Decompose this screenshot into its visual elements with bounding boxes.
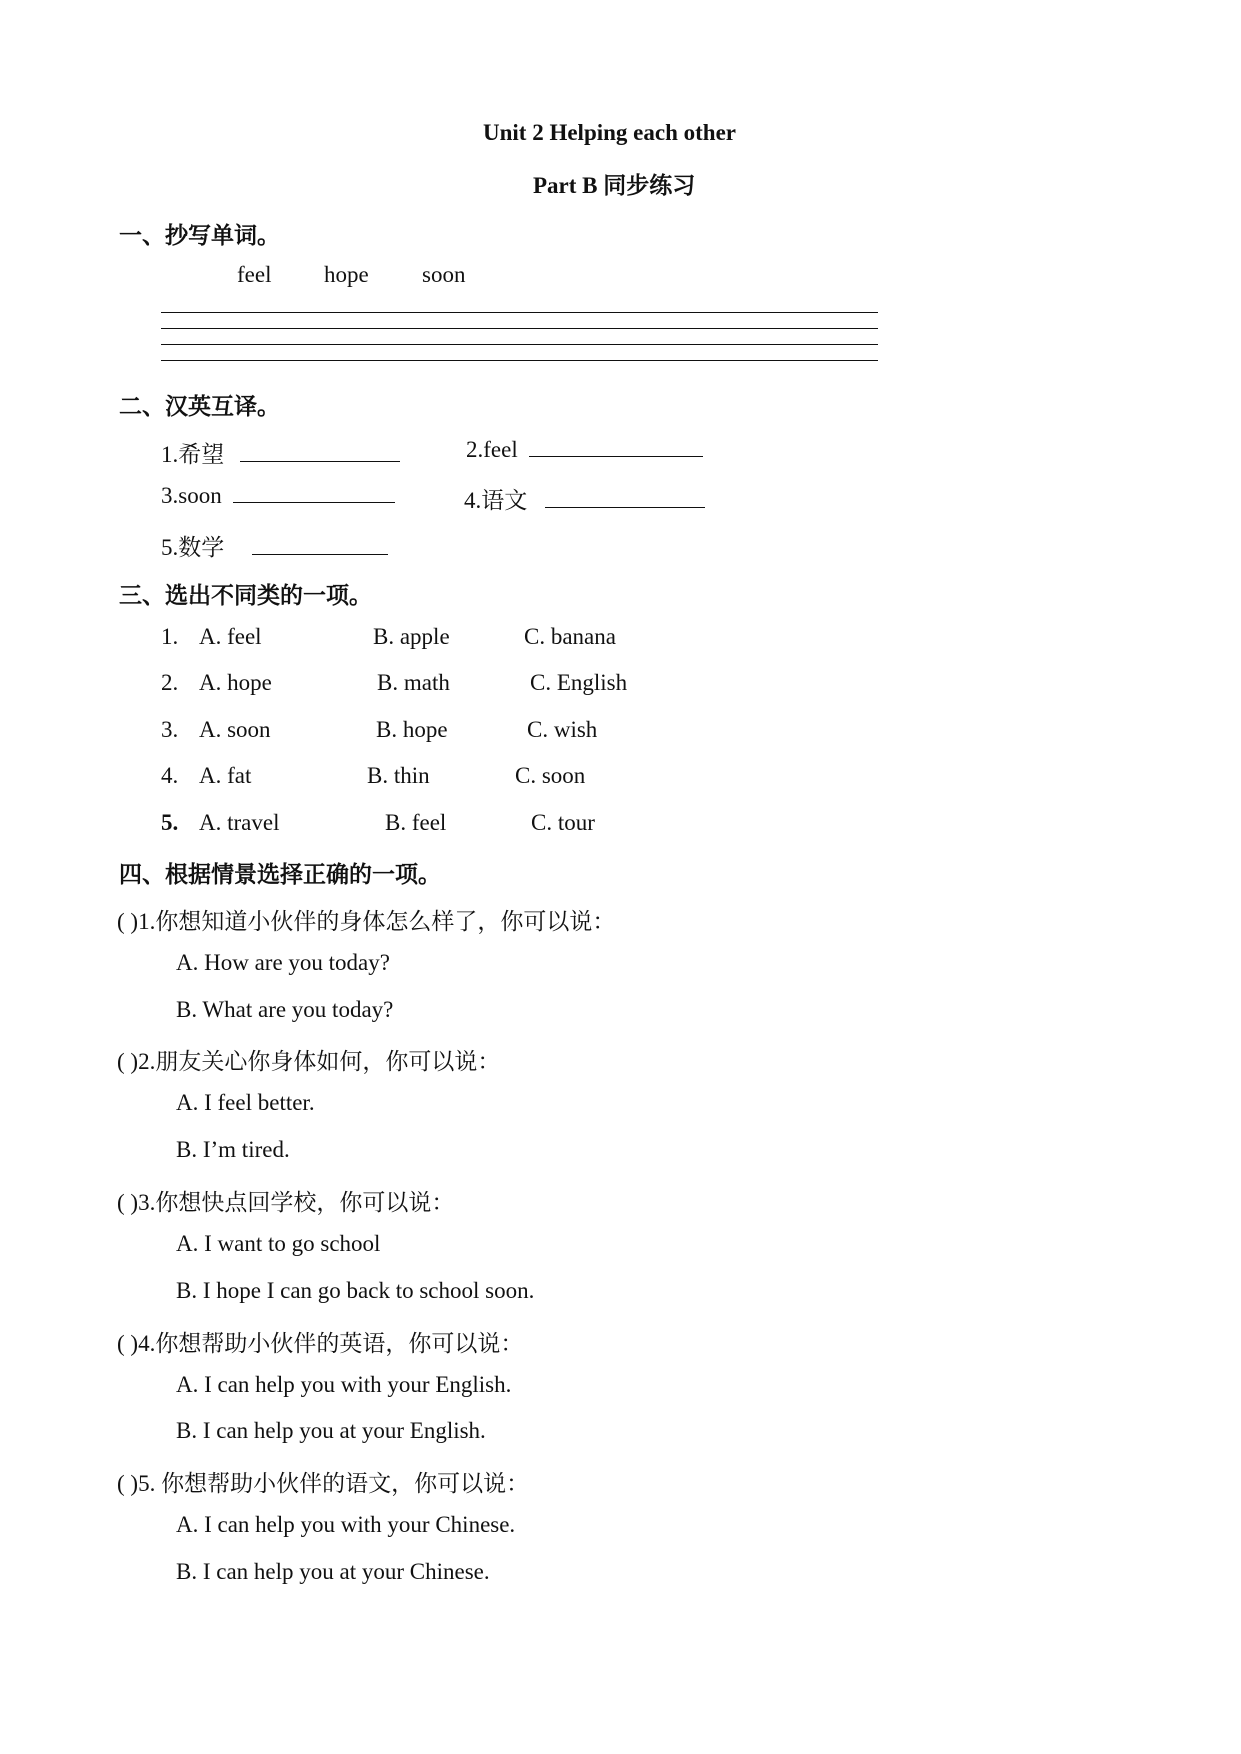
situation-option-b[interactable]: B. I hope I can go back to school soon. (176, 1278, 535, 1303)
odd-one-option-c[interactable]: C. tour (531, 810, 595, 835)
section3-heading: 三、选出不同类的一项。 (119, 583, 372, 608)
translate-item-label: 1.希望 (161, 442, 225, 467)
situation-option-b[interactable]: B. I can help you at your English. (176, 1418, 486, 1443)
odd-one-option-b[interactable]: B. feel (385, 810, 447, 835)
situation-option-a[interactable]: A. I can help you with your English. (176, 1372, 512, 1397)
situation-question[interactable]: ( )1.你想知道小伙伴的身体怎么样了，你可以说： (117, 909, 616, 934)
odd-one-option-a[interactable]: A. hope (199, 670, 272, 695)
translate-item-label: 3.soon (161, 483, 222, 508)
section1-heading: 一、抄写单词。 (119, 223, 280, 248)
odd-one-option-a[interactable]: A. soon (199, 717, 271, 742)
answer-blank[interactable] (240, 441, 400, 462)
copy-word-feel: feel (237, 262, 272, 287)
odd-one-num: 4. (161, 763, 179, 788)
section4-heading: 四、根据情景选择正确的一项。 (119, 862, 441, 887)
situation-option-a[interactable]: A. I feel better. (176, 1090, 315, 1115)
odd-one-num: 1. (161, 624, 179, 649)
translate-item-label: 2.feel (466, 437, 518, 462)
situation-question[interactable]: ( )4.你想帮助小伙伴的英语，你可以说： (117, 1331, 524, 1356)
translate-item-4 (464, 482, 705, 515)
odd-one-option-c[interactable]: C. banana (524, 624, 616, 649)
writing-line[interactable] (161, 312, 878, 313)
writing-line[interactable] (161, 360, 878, 361)
writing-line[interactable] (161, 344, 878, 345)
situation-option-a[interactable]: A. I want to go school (176, 1231, 381, 1256)
situation-option-b[interactable]: B. What are you today? (176, 997, 394, 1022)
odd-one-option-b[interactable]: B. thin (367, 763, 430, 788)
odd-one-option-a[interactable]: A. fat (199, 763, 252, 788)
translate-item-label: 4.语文 (464, 488, 528, 513)
situation-question[interactable]: ( )5. 你想帮助小伙伴的语文，你可以说： (117, 1471, 530, 1496)
odd-one-option-c[interactable]: C. soon (515, 763, 586, 788)
situation-option-a[interactable]: A. How are you today? (176, 950, 390, 975)
odd-one-num: 3. (161, 717, 179, 742)
odd-one-option-c[interactable]: C. English (530, 670, 628, 695)
situation-question[interactable]: ( )3.你想快点回学校，你可以说： (117, 1190, 455, 1215)
translate-item-1 (161, 436, 400, 469)
odd-one-option-b[interactable]: B. hope (376, 717, 448, 742)
translate-item-5 (161, 529, 388, 562)
page-title: Unit 2 Helping each other (483, 120, 736, 145)
translate-item-2 (466, 436, 703, 463)
translate-item-label: 5.数学 (161, 535, 225, 560)
copy-word-soon: soon (422, 262, 466, 287)
situation-option-b[interactable]: B. I can help you at your Chinese. (176, 1559, 490, 1584)
answer-blank[interactable] (233, 482, 395, 503)
situation-option-a[interactable]: A. I can help you with your Chinese. (176, 1512, 516, 1537)
odd-one-option-a[interactable]: A. travel (199, 810, 280, 835)
answer-blank[interactable] (252, 534, 388, 555)
situation-question[interactable]: ( )2.朋友关心你身体如何，你可以说： (117, 1049, 501, 1074)
copy-word-hope: hope (324, 262, 369, 287)
odd-one-num: 5. (161, 810, 179, 835)
answer-blank[interactable] (529, 436, 703, 457)
odd-one-option-a[interactable]: A. feel (199, 624, 262, 649)
translate-item-3 (161, 482, 395, 509)
odd-one-option-b[interactable]: B. math (377, 670, 450, 695)
situation-option-b[interactable]: B. I’m tired. (176, 1137, 290, 1162)
answer-blank[interactable] (545, 487, 705, 508)
writing-line[interactable] (161, 328, 878, 329)
odd-one-num: 2. (161, 670, 179, 695)
page-subtitle: Part B 同步练习 (533, 173, 696, 198)
odd-one-option-b[interactable]: B. apple (373, 624, 450, 649)
odd-one-option-c[interactable]: C. wish (527, 717, 598, 742)
section2-heading: 二、汉英互译。 (119, 394, 280, 419)
